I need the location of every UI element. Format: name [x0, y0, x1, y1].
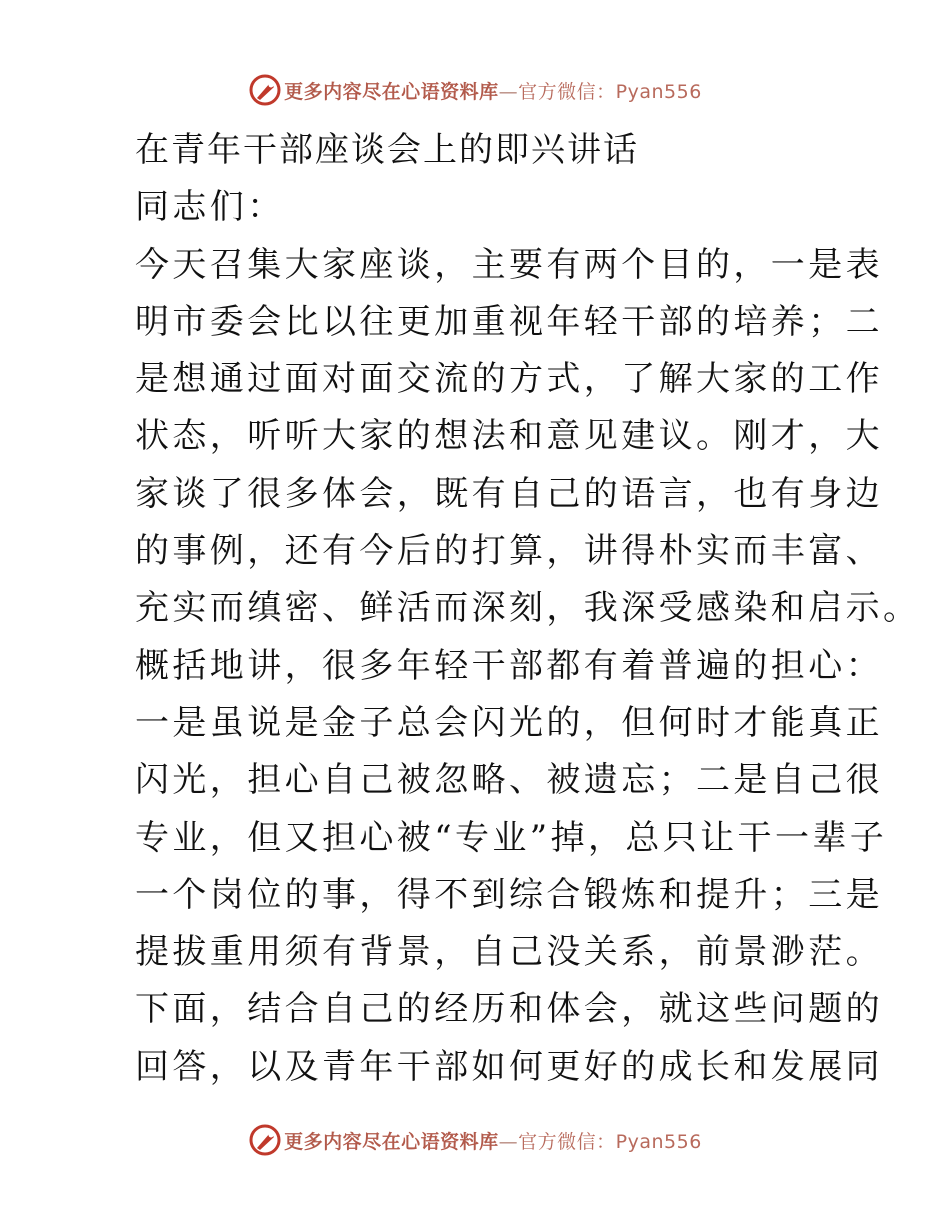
text-line: 今天召集大家座谈，主要有两个目的，一是表	[135, 244, 883, 285]
document-body	[135, 122, 921, 1096]
header-watermark-banner	[0, 70, 950, 110]
text-line: 闪光，担心自己被忽略、被遗忘；二是自己很	[135, 760, 883, 801]
pen-nib-logo-icon	[248, 1123, 282, 1157]
text-line: 专业，但又担心被“专业”掉，总只让干一辈子	[135, 817, 888, 858]
text-line: 概括地讲，很多年轻干部都有着普遍的担心：	[135, 645, 883, 686]
banner-main-text: 更多内容尽在心语资料库	[284, 1130, 499, 1153]
footer-watermark-banner	[0, 1120, 950, 1160]
text-line: 家谈了很多体会，既有自己的语言，也有身边	[135, 473, 883, 514]
banner-contact-text: 官方微信：Pyan556	[518, 1130, 702, 1153]
text-line: 下面，结合自己的经历和体会，就这些问题的	[135, 989, 883, 1030]
text-line: 充实而缜密、鲜活而深刻，我深受感染和启示。	[135, 588, 921, 629]
text-line: 提拔重用须有背景，自己没关系，前景渺茫。	[135, 932, 883, 973]
banner-main-text: 更多内容尽在心语资料库	[284, 80, 499, 103]
text-line: 回答，以及青年干部如何更好的成长和发展同	[135, 1046, 883, 1087]
text-line: 是想通过面对面交流的方式，了解大家的工作	[135, 359, 883, 400]
banner-separator: —	[498, 1130, 519, 1153]
text-line: 一是虽说是金子总会闪光的，但何时才能真正	[135, 702, 883, 743]
text-line: 的事例，还有今后的打算，讲得朴实而丰富、	[135, 531, 883, 572]
banner-contact-text: 官方微信：Pyan556	[518, 80, 702, 103]
pen-nib-logo-icon	[248, 73, 282, 107]
banner-separator: —	[498, 80, 519, 103]
text-line: 一个岗位的事，得不到综合锻炼和提升；三是	[135, 874, 883, 915]
text-line: 明市委会比以往更加重视年轻干部的培养；二	[135, 301, 883, 342]
text-line: 同志们：	[135, 187, 285, 228]
text-line: 状态，听听大家的想法和意见建议。刚才，大	[135, 416, 883, 457]
document-title: 在青年干部座谈会上的即兴讲话	[135, 130, 639, 170]
